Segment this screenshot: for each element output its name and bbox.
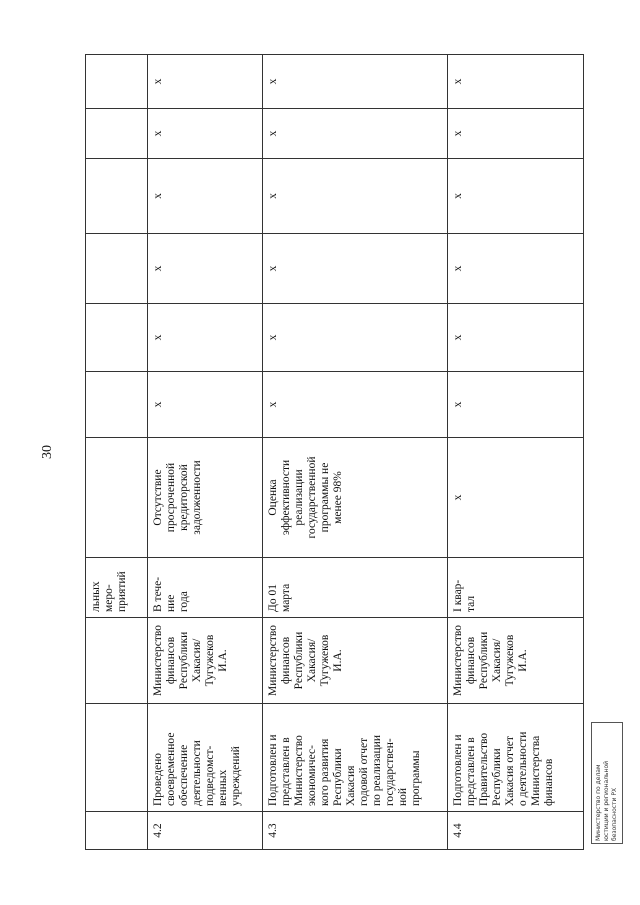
header-cell <box>86 618 148 704</box>
mark-cell: x <box>148 55 263 109</box>
stamp-line: безопасности РХ <box>611 787 618 841</box>
stamp-line: Министерство по делам <box>595 764 602 841</box>
header-cell <box>86 159 148 234</box>
header-deadline-cell: льных меро- приятий <box>86 558 148 618</box>
program-events-table <box>85 54 584 850</box>
event-cell: Подготовлен и представлен в Правительство Республики Хакасия отчет о деятельности Министерства финансов <box>448 704 584 812</box>
deadline-cell: В тече- ние года <box>148 558 263 618</box>
mark-cell: x <box>148 109 263 159</box>
header-cell <box>86 55 148 109</box>
row-number: 4.4 <box>448 812 584 850</box>
header-cell <box>86 109 148 159</box>
mark-cell: x <box>448 159 584 234</box>
executor-cell: Министерство финансов Республики Хакасия/ Тугужеков И.А. <box>148 618 263 704</box>
indicator-cell: Оценка эффективности реализации государственной программы не менее 98% <box>263 438 448 558</box>
table-header-row <box>86 55 148 850</box>
mark-cell: x <box>263 55 448 109</box>
mark-cell: x <box>448 55 584 109</box>
header-cell <box>86 704 148 812</box>
header-cell <box>86 234 148 304</box>
header-cell <box>86 438 148 558</box>
deadline-cell: До 01 марта <box>263 558 448 618</box>
page-number: 30 <box>40 445 55 459</box>
indicator-cell: x <box>448 438 584 558</box>
stamp-text <box>595 725 619 841</box>
mark-cell: x <box>448 372 584 438</box>
header-cell <box>86 372 148 438</box>
event-cell: Подготовлен и представлен в Министерство экономичес- кого развития Республики Хакасия годовой отчет по реализации государствен- ной программы <box>263 704 448 812</box>
table-row <box>148 55 263 850</box>
table-row <box>263 55 448 850</box>
mark-cell: x <box>148 304 263 372</box>
stamp-line: юстиции и региональной <box>603 760 610 841</box>
mark-cell: x <box>148 372 263 438</box>
rotated-table-wrapper <box>85 55 583 850</box>
deadline-cell: I квар- тал <box>448 558 584 618</box>
mark-cell: x <box>448 109 584 159</box>
mark-cell: x <box>263 234 448 304</box>
mark-cell: x <box>448 234 584 304</box>
mark-cell: x <box>263 109 448 159</box>
mark-cell: x <box>448 304 584 372</box>
mark-cell: x <box>263 372 448 438</box>
event-cell: Проведено своевременное обеспечение деятельности подведомст- венных учреждений <box>148 704 263 812</box>
indicator-cell: Отсутствие просроченной кредиторской задолженности <box>148 438 263 558</box>
mark-cell: x <box>148 159 263 234</box>
row-number: 4.3 <box>263 812 448 850</box>
table-row <box>448 55 584 850</box>
header-cell <box>86 812 148 850</box>
registration-stamp <box>591 722 623 844</box>
executor-cell: Министерство финансов Республики Хакасия/ Тугужеков И.А. <box>448 618 584 704</box>
mark-cell: x <box>263 304 448 372</box>
mark-cell: x <box>148 234 263 304</box>
row-number: 4.2 <box>148 812 263 850</box>
header-cell <box>86 304 148 372</box>
mark-cell: x <box>263 159 448 234</box>
executor-cell: Министерство финансов Республики Хакасия/ Тугужеков И.А. <box>263 618 448 704</box>
